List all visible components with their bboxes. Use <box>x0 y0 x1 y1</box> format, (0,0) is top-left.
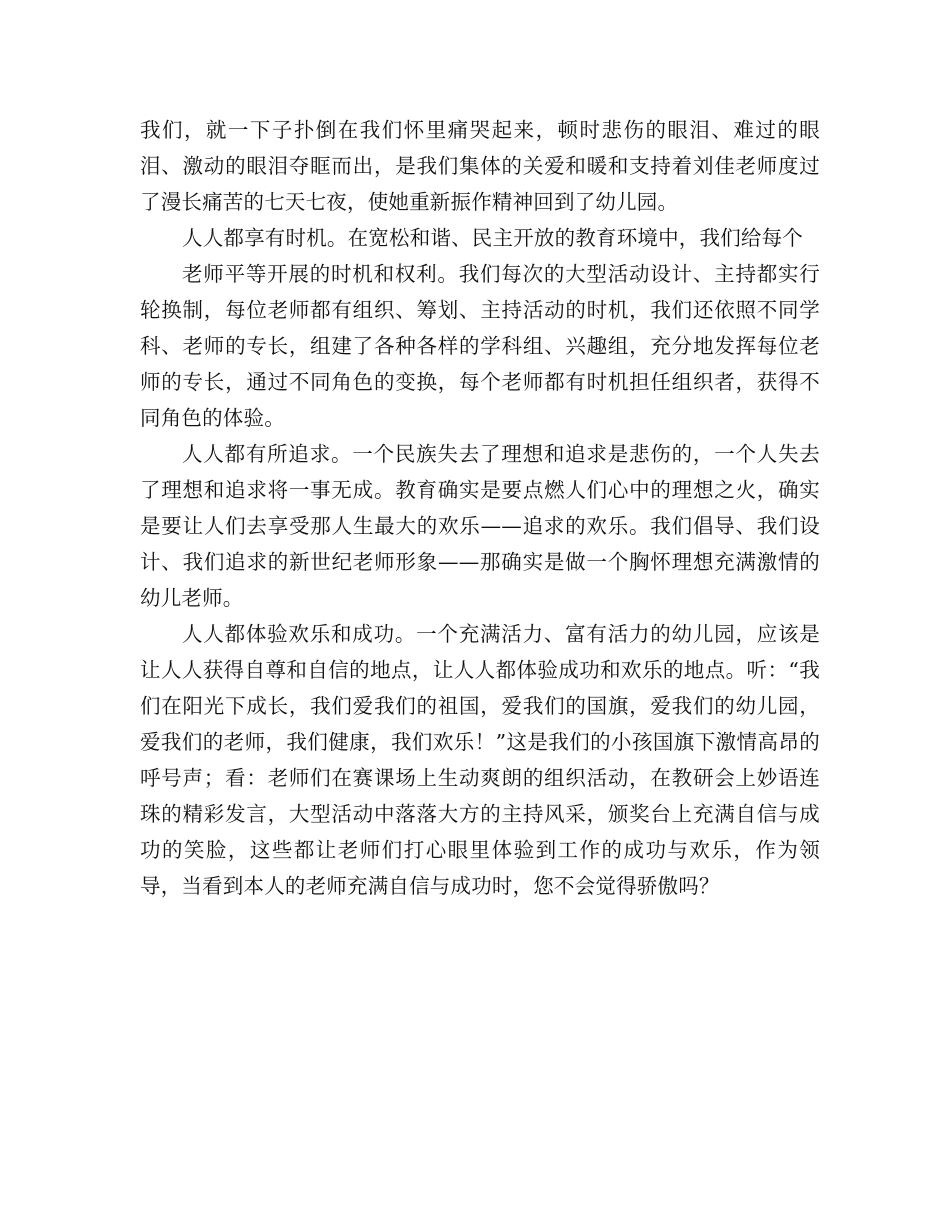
paragraph-2: 人人都享有时机。在宽松和谐、民主开放的教育环境中，我们给每个 <box>182 226 803 250</box>
paragraph-4: 人人都有所追求。一个民族失去了理想和追求是悲伤的，一个人失去了理想和追求将一事无成。教育确实是要点燃人们心中的理想之火，确实是要让人们去享受那人生最大的欢乐——追求的欢乐。我们倡导、我们设计、我们追求的新世纪老师形象——那确实是做一个胸怀理想充满激情的幼儿老师。 <box>140 442 820 610</box>
document-body <box>140 112 820 904</box>
paragraph-3: 老师平等开展的时机和权利。我们每次的大型活动设计、主持都实行轮换制，每位老师都有组织、筹划、主持活动的时机，我们还依照不同学科、老师的专长，组建了各种各样的学科组、兴趣组，充分地发挥每位老师的专长，通过不同角色的变换，每个老师都有时机担任组织者，获得不同角色的体验。 <box>140 262 820 430</box>
paragraph-1: 我们，就一下子扑倒在我们怀里痛哭起来，顿时悲伤的眼泪、难过的眼泪、激动的眼泪夺眶而出，是我们集体的关爱和暖和支持着刘佳老师度过了漫长痛苦的七天七夜，使她重新振作精神回到了幼儿园。 <box>140 118 820 214</box>
paragraph-5: 人人都体验欢乐和成功。一个充满活力、富有活力的幼儿园，应该是让人人获得自尊和自信的地点，让人人都体验成功和欢乐的地点。听：“我们在阳光下成长，我们爱我们的祖国，爱我们的国旗，爱我们的幼儿园，爱我们的老师，我们健康，我们欢乐！”这是我们的小孩国旗下激情高昂的呼号声；看：老师们在赛课场上生动爽朗的组织活动，在教研会上妙语连珠的精彩发言，大型活动中落落大方的主持风采，颁奖台上充满自信与成功的笑脸，这些都让老师们打心眼里体验到工作的成功与欢乐，作为领导，当看到本人的老师充满自信与成功时，您不会觉得骄傲吗？ <box>140 622 820 898</box>
